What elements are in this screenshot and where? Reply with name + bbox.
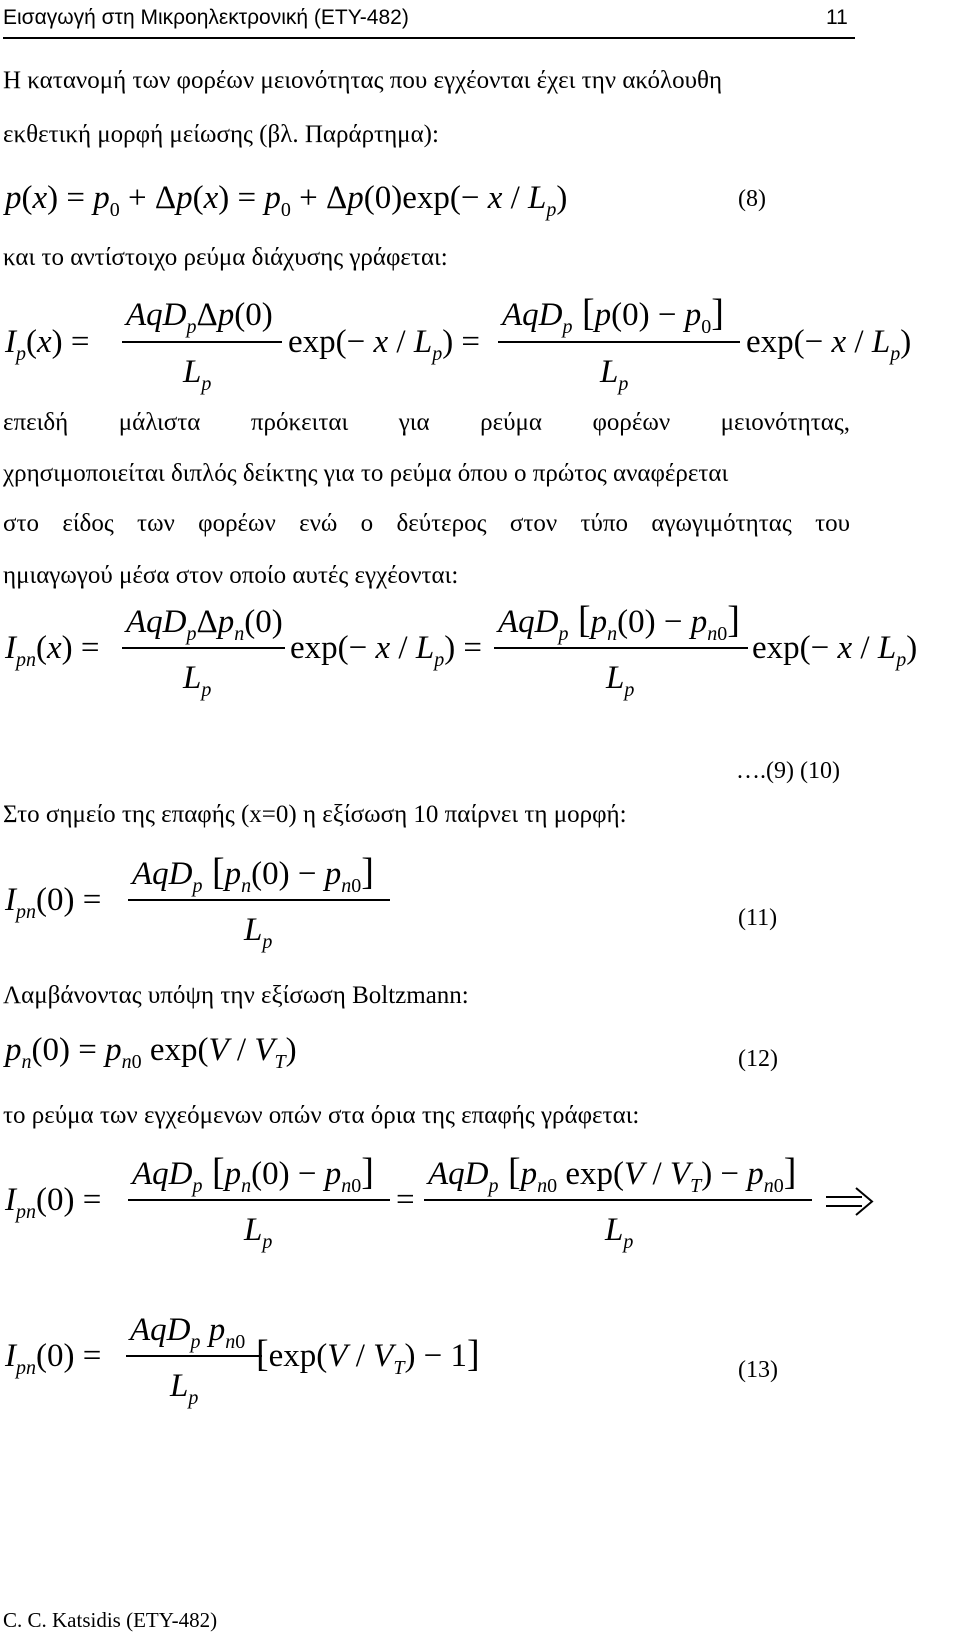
equation-ip (0, 290, 930, 400)
svg-text:Lp: $L_p$ (183, 354, 212, 395)
svg-text:AqDpΔpn(0): $AqD_p\Delta p_n(0)$ (126, 604, 283, 645)
svg-text:Lp: $L_p$ (605, 1212, 634, 1253)
svg-text:exp(− x / Lp) =: $\exp(- x / L_p)$ = (290, 630, 483, 671)
svg-text:Ipn(0) =: $I_{pn}(0)$ = (5, 1338, 102, 1379)
svg-text:AqDp [pn(0) − pn0]: AqD$_p$ $[p_n(0) - p_n0]$ (132, 1151, 374, 1197)
equation-number: (13) (738, 1357, 778, 1383)
header-rule (3, 37, 855, 39)
footer-text: C. C. Katsidis (ΕΤΥ-482) (3, 1608, 218, 1632)
paragraph-line: ημιαγωγού μέσα στον οποίο αυτές εγχέονται: (3, 562, 459, 589)
equation-8 (0, 168, 760, 228)
equation-number: (11) (738, 905, 778, 931)
equation-number: ….(9) (10) (736, 758, 840, 784)
svg-text:pn(0) = pn0 exp(V / VT): $p_n(0) = p_n0$ $\exp(V / V_T)$ (5, 1032, 297, 1073)
equation-number: (8) (738, 186, 766, 212)
paragraph-line: Η κατανομή των φορέων μειονότητας που εγχέονται έχει την ακόλουθη (3, 67, 723, 94)
svg-text:Lp: $L_p$ (183, 660, 212, 701)
svg-text:Lp: $L_p$ (606, 660, 635, 701)
equation-ipn-boltzmann (0, 1150, 900, 1260)
paragraph-line: στο είδος των φορέων ενώ ο δεύτερος στον τύπο αγωγιμότητας του (3, 510, 850, 537)
svg-text:p(x) = p0 + Δp(x) = p0 + Δp(0): $p(x) = p_0 + \Delta p(x) = p_0 + \Delta p(0)\exp(- x / L_p)$ (5, 180, 568, 221)
equation-12 (0, 1022, 760, 1082)
svg-text:Lp: $L_p$ (244, 912, 273, 953)
paragraph-line: επειδή μάλιστα πρόκειται για ρεύμα φορέων μειονότητας, (3, 409, 850, 436)
svg-text:AqDp [pn0 exp(V / VT) − pn0]: AqD$_p$ [$p_n0$ $\exp(V / V_T) - p_n0$] (428, 1151, 797, 1197)
paragraph-line: το ρεύμα των εγχεόμενων οπών στα όρια της επαφής γράφεται: (3, 1102, 640, 1129)
header-title: Εισαγωγή στη Μικροηλεκτρονική (ΕΤΥ-482) (3, 6, 409, 29)
svg-text:Ipn(x) =: $I_{pn}(x)$ = (5, 630, 100, 671)
paragraph-line: Λαμβάνοντας υπόψη την εξίσωση Boltzmann: (3, 982, 469, 1009)
svg-text:exp(− x / Lp): $\exp(- x / L_p)$ (746, 324, 912, 365)
svg-text:AqDp pn0: AqD$_p$ $p_n0$ (130, 1312, 246, 1353)
svg-text:AqDp [p(0) − p0]: AqD$_p$ $[p(0) - p_0]$ (502, 292, 724, 338)
page-number: 11 (826, 6, 848, 29)
svg-text:Ipn(0) =: $I_{pn}(0)$ = (5, 1182, 102, 1223)
equation-13 (0, 1306, 760, 1416)
svg-text:=: = (396, 1182, 415, 1218)
implies-arrow-icon (826, 1188, 872, 1215)
svg-text:[exp(V / VT) − 1]: $[\exp(V / V_T) - 1]$ (256, 1333, 480, 1379)
svg-text:AqDpΔp(0): AqD$_p$Δp(0) (126, 297, 273, 338)
paragraph-line: εκθετική μορφή μείωσης (βλ. Παράρτημα): (3, 121, 439, 148)
equation-9-10 (0, 598, 930, 708)
svg-text:Ip(x) =: $I_p(x)$ = (5, 324, 90, 365)
svg-text:AqDp [pn(0) − pn0]: AqD$_p$ $[p_n(0) - p_n0]$ (132, 851, 374, 897)
svg-text:AqDp [pn(0) − pn0]: AqD$_p$ $[p_n(0) - p_n0]$ (498, 599, 740, 645)
svg-text:exp(− x / Lp) =: $\exp(- x / L_p)$ = (288, 324, 481, 365)
equation-number: (12) (738, 1046, 778, 1072)
svg-text:Lp: $L_p$ (170, 1368, 199, 1409)
equation-11 (0, 850, 760, 960)
svg-text:Lp: $L_p$ (244, 1212, 273, 1253)
paragraph-line: Στο σημείο της επαφής (x=0) η εξίσωση 10 παίρνει τη μορφή: (3, 801, 627, 828)
svg-text:exp(− x / Lp): $\exp(- x / L_p)$ (752, 630, 918, 671)
paragraph-line: και το αντίστοιχο ρεύμα διάχυσης γράφεται: (3, 244, 448, 271)
paragraph-line: χρησιμοποιείται διπλός δείκτης για το ρεύμα όπου ο πρώτος αναφέρεται (3, 460, 729, 487)
svg-text:Ipn(0) =: $I_{pn}(0)$ = (5, 882, 102, 923)
svg-text:Lp: $L_p$ (600, 354, 629, 395)
